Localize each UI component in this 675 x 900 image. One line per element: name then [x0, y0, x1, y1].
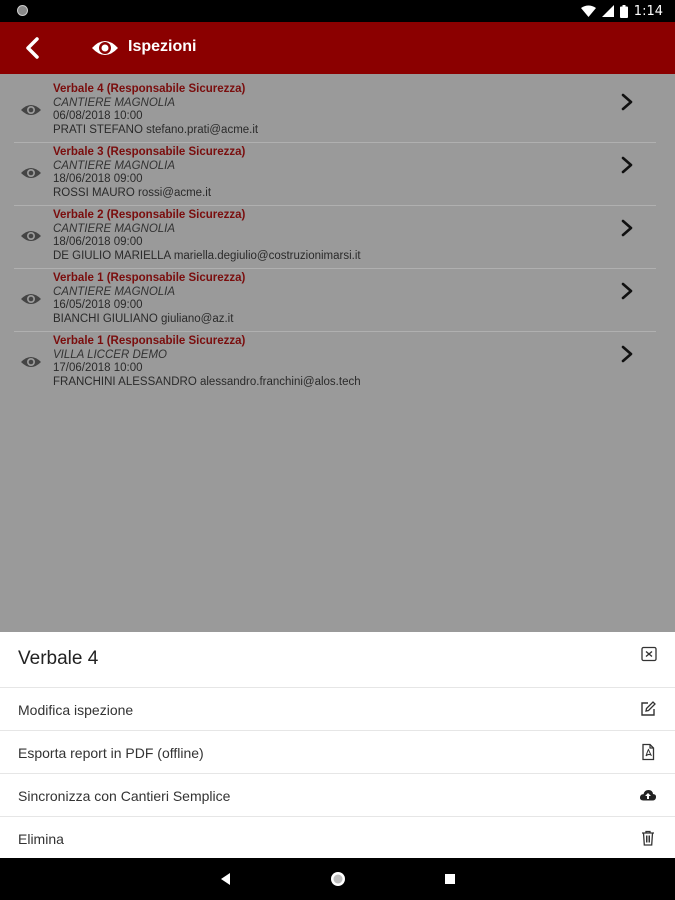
inspection-site: VILLA LICCER DEMO: [53, 348, 167, 361]
inspection-inspector: [53, 313, 245, 327]
recents-nav-button[interactable]: [441, 870, 459, 888]
status-icons: [581, 3, 663, 19]
eye-icon: [20, 165, 42, 181]
inspection-title: Verbale 2 (Responsabile Sicurezza): [53, 209, 246, 221]
inspection-details: [53, 146, 245, 200]
inspector-name: ROSSI MAURO: [53, 186, 135, 199]
inspection-inspector: [53, 376, 361, 390]
navigation-bar: [0, 858, 675, 900]
inspection-list: [0, 80, 675, 394]
home-nav-button[interactable]: [329, 870, 347, 888]
inspector-name: BIANCHI GIULIANO: [53, 312, 158, 325]
inspection-title: Verbale 4 (Responsabile Sicurezza): [53, 83, 246, 95]
eye-icon: [20, 291, 42, 307]
close-button[interactable]: [641, 646, 657, 662]
inspector-name: FRANCHINI ALESSANDRO: [53, 375, 197, 388]
inspector-email: alessandro.franchini@alos.tech: [199, 375, 361, 388]
inspection-site: CANTIERE MAGNOLIA: [53, 96, 176, 109]
inspection-details: [53, 272, 245, 326]
close-icon: [646, 652, 652, 657]
pdf-icon: [639, 743, 657, 761]
cloud-upload-icon: [639, 786, 657, 804]
inspector-email: giuliano@az.it: [161, 312, 234, 325]
signal-icon: [602, 5, 614, 17]
eye-icon: [20, 354, 42, 370]
eye-icon: [20, 228, 42, 244]
inspection-site: CANTIERE MAGNOLIA: [53, 222, 176, 235]
inspection-datetime: 06/08/2018 10:00: [53, 110, 143, 122]
inspection-item[interactable]: [14, 206, 656, 269]
inspector-email: stefano.prati@acme.it: [146, 123, 259, 136]
delete-button[interactable]: [0, 817, 675, 859]
inspection-datetime: 16/05/2018 09:00: [53, 299, 143, 311]
export-pdf-button[interactable]: [0, 731, 675, 774]
inspection-details: [53, 335, 361, 389]
wifi-icon: [581, 5, 596, 17]
chevron-right-icon: [620, 218, 634, 238]
inspector-name: DE GIULIO MARIELLA: [53, 249, 171, 262]
inspection-inspector: [53, 250, 361, 264]
bottom-sheet-title: Verbale 4: [18, 648, 99, 669]
inspection-inspector: [53, 124, 258, 138]
inspection-datetime: 18/06/2018 09:00: [53, 173, 143, 185]
inspection-site: CANTIERE MAGNOLIA: [53, 159, 176, 172]
inspector-email: rossi@acme.it: [138, 186, 212, 199]
menu-item-label: Elimina: [18, 831, 64, 847]
eye-icon: [91, 36, 119, 60]
inspector-name: PRATI STEFANO: [53, 123, 143, 136]
eye-icon: [20, 102, 42, 118]
inspection-item[interactable]: [14, 332, 656, 394]
edit-inspection-button[interactable]: [0, 688, 675, 731]
inspection-datetime: 17/06/2018 10:00: [53, 362, 143, 374]
inspection-title: Verbale 1 (Responsabile Sicurezza): [53, 272, 246, 284]
chevron-right-icon: [620, 281, 634, 301]
square-recents-icon: [445, 874, 455, 884]
inspection-item[interactable]: [14, 269, 656, 332]
chevron-left-icon: [28, 39, 37, 57]
bottom-sheet-header: [0, 632, 675, 688]
triangle-back-icon: [221, 873, 230, 885]
inspection-title: Verbale 1 (Responsabile Sicurezza): [53, 335, 246, 347]
inspection-details: [53, 83, 258, 137]
sync-button[interactable]: [0, 774, 675, 817]
status-bar: [0, 0, 675, 22]
app-bar: [0, 22, 675, 74]
edit-icon: [639, 700, 657, 718]
battery-icon: [620, 5, 628, 18]
inspection-site: CANTIERE MAGNOLIA: [53, 285, 176, 298]
menu-item-label: Sincronizza con Cantieri Semplice: [18, 788, 231, 804]
menu-item-label: Modifica ispezione: [18, 702, 134, 718]
chevron-right-icon: [620, 155, 634, 175]
inspection-inspector: [53, 187, 245, 201]
trash-icon: [639, 829, 657, 847]
inspector-email: mariella.degiulio@costruzionimarsi.it: [173, 249, 361, 262]
inspection-item[interactable]: [14, 143, 656, 206]
back-nav-button[interactable]: [217, 870, 235, 888]
inspection-title: Verbale 3 (Responsabile Sicurezza): [53, 146, 246, 158]
back-button[interactable]: [20, 34, 48, 62]
inspection-datetime: 18/06/2018 09:00: [53, 236, 143, 248]
status-time: 1:14: [633, 3, 663, 19]
page-title: Ispezioni: [128, 38, 197, 55]
inspection-item[interactable]: [14, 80, 656, 143]
menu-item-label: Esporta report in PDF (offline): [18, 745, 204, 761]
notification-icon: [17, 5, 28, 16]
chevron-right-icon: [620, 344, 634, 364]
inspection-details: [53, 209, 361, 263]
bottom-sheet: [0, 632, 675, 858]
chevron-right-icon: [620, 92, 634, 112]
